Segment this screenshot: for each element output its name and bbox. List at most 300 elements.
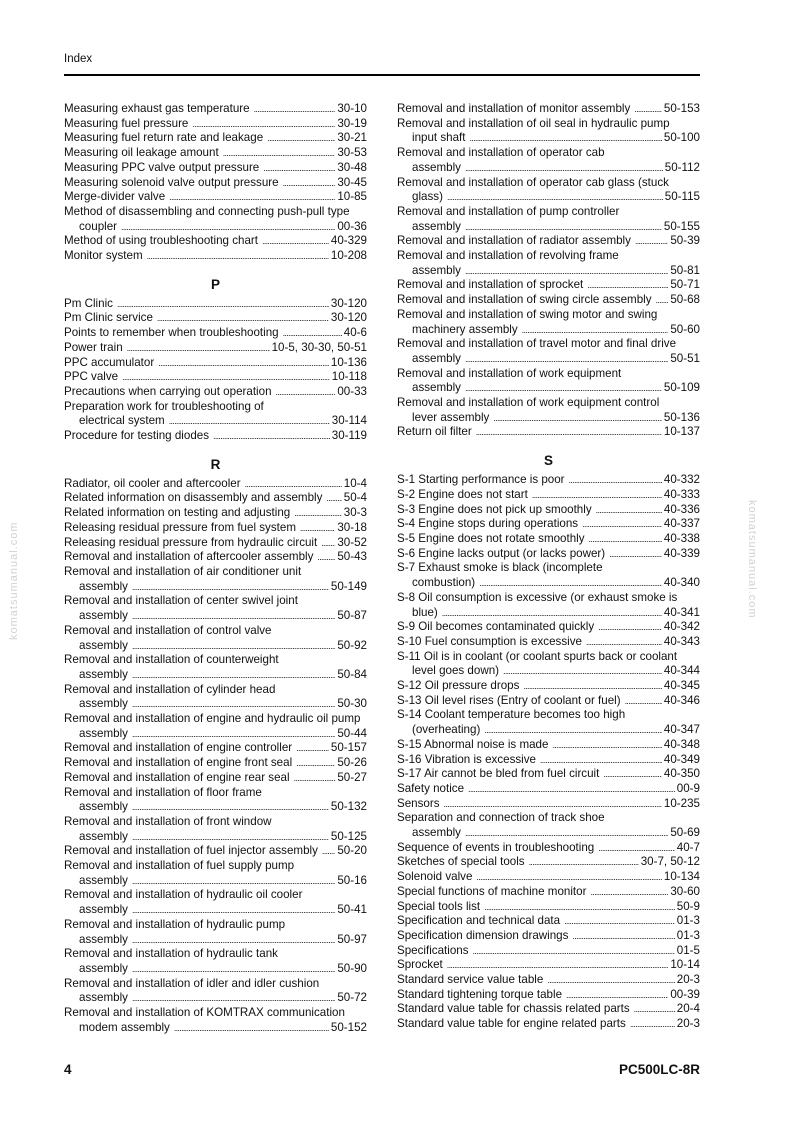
entry-title: S-5 Engine does not rotate smoothly bbox=[397, 531, 585, 545]
entry-title: Power train bbox=[64, 340, 123, 354]
entry-line bbox=[64, 429, 367, 444]
entry-line bbox=[397, 473, 700, 488]
leader-dots bbox=[223, 146, 336, 161]
index-entry bbox=[64, 550, 367, 565]
entry-page-ref: 50-157 bbox=[330, 741, 367, 755]
entry-title: assembly bbox=[79, 800, 128, 814]
entry-page-ref: 50-97 bbox=[337, 932, 367, 946]
entry-title-line: Removal and installation of control valve bbox=[64, 623, 272, 637]
entry-page-ref: 30-21 bbox=[337, 131, 367, 145]
entry-line bbox=[64, 176, 367, 191]
entry-line bbox=[397, 973, 700, 988]
entry-title: assembly bbox=[412, 351, 461, 365]
entry-page-ref: 40-337 bbox=[663, 517, 700, 531]
entry-line bbox=[397, 1017, 700, 1032]
index-entry bbox=[397, 547, 700, 562]
leader-dots bbox=[470, 131, 662, 146]
entry-line bbox=[397, 547, 700, 562]
index-entry bbox=[64, 521, 367, 536]
entry-page-ref: 50-27 bbox=[337, 770, 367, 784]
leader-dots bbox=[121, 220, 335, 235]
entry-title: assembly bbox=[412, 381, 461, 395]
index-entry bbox=[397, 841, 700, 856]
leader-dots bbox=[147, 249, 329, 264]
entry-page-ref: 10-208 bbox=[330, 249, 367, 263]
entry-title: Sprocket bbox=[397, 958, 443, 972]
entry-title-line: Removal and installation of hydraulic tank bbox=[64, 947, 278, 961]
index-entry bbox=[64, 326, 367, 341]
index-entry bbox=[397, 708, 700, 737]
entry-title: Standard service value table bbox=[397, 973, 544, 987]
entry-title: S-4 Engine stops during operations bbox=[397, 517, 579, 531]
entry-page-ref: 40-332 bbox=[663, 473, 700, 487]
index-entry bbox=[397, 293, 700, 308]
index-entry bbox=[64, 429, 367, 444]
entry-page-ref: 20-4 bbox=[676, 1002, 700, 1016]
index-column-right bbox=[397, 102, 700, 1032]
entry-continuation bbox=[64, 962, 367, 977]
entry-title: Removal and installation of aftercooler assembly bbox=[64, 550, 314, 564]
entry-title: Releasing residual pressure from hydraulic circuit bbox=[64, 535, 318, 549]
index-entry bbox=[64, 311, 367, 326]
leader-dots bbox=[169, 190, 335, 205]
entry-page-ref: 30-7, 50-12 bbox=[640, 855, 700, 869]
entry-line bbox=[64, 234, 367, 249]
entry-page-ref: 40-336 bbox=[663, 502, 700, 516]
entry-page-ref: 10-4 bbox=[343, 476, 367, 490]
entry-title: S-17 Air cannot be bled from fuel circuit bbox=[397, 767, 600, 781]
entry-page-ref: 00-39 bbox=[670, 987, 700, 1001]
entry-line bbox=[397, 900, 700, 915]
entry-title: coupler bbox=[79, 219, 118, 233]
entry-page-ref: 10-235 bbox=[663, 796, 700, 810]
entry-title: Removal and installation of engine front seal bbox=[64, 756, 293, 770]
entry-page-ref: 50-30 bbox=[337, 697, 367, 711]
entry-line bbox=[397, 293, 700, 308]
entry-page-ref: 40-7 bbox=[676, 840, 700, 854]
entry-continuation bbox=[64, 727, 367, 742]
entry-page-ref: 30-48 bbox=[337, 160, 367, 174]
entry-title: Return oil filter bbox=[397, 425, 472, 439]
entry-title: combustion) bbox=[412, 576, 476, 590]
entry-title-line: Removal and installation of cylinder head bbox=[64, 682, 276, 696]
entry-title: input shaft bbox=[412, 131, 466, 145]
entry-page-ref: 01-3 bbox=[676, 928, 700, 942]
entry-line bbox=[64, 491, 367, 506]
entry-title-line: Preparation work for troubleshooting of bbox=[64, 399, 264, 413]
index-entry bbox=[397, 885, 700, 900]
index-entry bbox=[64, 249, 367, 264]
entry-line bbox=[397, 885, 700, 900]
entry-continuation bbox=[64, 903, 367, 918]
leader-dots bbox=[174, 1021, 329, 1036]
entry-continuation bbox=[397, 411, 700, 426]
entry-title: S-13 Oil level rises (Entry of coolant or fuel) bbox=[397, 693, 621, 707]
index-entry bbox=[64, 234, 367, 249]
entry-page-ref: 20-3 bbox=[676, 1017, 700, 1031]
model-number: PC500LC-8R bbox=[618, 1062, 700, 1077]
leader-dots bbox=[586, 635, 662, 650]
index-entry bbox=[64, 102, 367, 117]
entry-title: Measuring fuel return rate and leakage bbox=[64, 131, 264, 145]
entry-continuation bbox=[64, 220, 367, 235]
leader-dots bbox=[609, 547, 662, 562]
entry-title-line: Removal and installation of revolving frame bbox=[397, 249, 619, 263]
leader-dots bbox=[522, 323, 669, 338]
entry-page-ref: 50-41 bbox=[337, 903, 367, 917]
entry-page-ref: 50-155 bbox=[663, 219, 700, 233]
entry-title: PPC valve bbox=[64, 370, 119, 384]
entry-title: lever assembly bbox=[412, 410, 490, 424]
entry-title-line: Removal and installation of air conditioner unit bbox=[64, 564, 302, 578]
entry-title: Sequence of events in troubleshooting bbox=[397, 840, 595, 854]
index-entry bbox=[397, 205, 700, 234]
entry-page-ref: 50-69 bbox=[670, 826, 700, 840]
entry-page-ref: 00-36 bbox=[337, 219, 367, 233]
entry-title: assembly bbox=[79, 667, 128, 681]
entry-line bbox=[397, 870, 700, 885]
leader-dots bbox=[296, 741, 329, 756]
leader-dots bbox=[572, 929, 674, 944]
index-entry bbox=[397, 855, 700, 870]
entry-title: Monitor system bbox=[64, 249, 143, 263]
entry-continuation bbox=[397, 381, 700, 396]
leader-dots bbox=[132, 933, 335, 948]
entry-title: Pm Clinic service bbox=[64, 311, 153, 325]
entry-page-ref: 40-349 bbox=[663, 752, 700, 766]
index-entry bbox=[397, 738, 700, 753]
entry-line bbox=[397, 278, 700, 293]
entry-page-ref: 00-33 bbox=[337, 384, 367, 398]
section-heading: S bbox=[543, 453, 553, 469]
entry-line bbox=[64, 161, 367, 176]
entry-title-line: Removal and installation of swing motor and swing bbox=[397, 307, 658, 321]
leader-dots bbox=[294, 506, 342, 521]
entry-line bbox=[397, 503, 700, 518]
leader-dots bbox=[476, 870, 661, 885]
entry-title: S-10 Fuel consumption is excessive bbox=[397, 634, 582, 648]
leader-dots bbox=[540, 753, 662, 768]
entry-continuation bbox=[397, 664, 700, 679]
leader-dots bbox=[656, 293, 669, 308]
entry-page-ref: 40-350 bbox=[663, 767, 700, 781]
entry-title-line: Removal and installation of counterweight bbox=[64, 653, 279, 667]
watermark-right: komatsumanual.com bbox=[746, 500, 758, 619]
entry-page-ref: 50-44 bbox=[337, 726, 367, 740]
entry-title: S-9 Oil becomes contaminated quickly bbox=[397, 620, 595, 634]
entry-continuation bbox=[64, 697, 367, 712]
entry-title: Releasing residual pressure from fuel system bbox=[64, 520, 296, 534]
leader-dots bbox=[122, 370, 330, 385]
entry-title: PPC accumulator bbox=[64, 355, 155, 369]
entry-page-ref: 50-153 bbox=[663, 102, 700, 115]
leader-dots bbox=[625, 694, 662, 709]
leader-dots bbox=[245, 477, 342, 492]
leader-dots bbox=[547, 973, 674, 988]
entry-line bbox=[397, 517, 700, 532]
entry-title: assembly bbox=[79, 579, 128, 593]
entry-title: S-12 Oil pressure drops bbox=[397, 679, 520, 693]
entry-title: assembly bbox=[412, 826, 461, 840]
leader-dots bbox=[300, 521, 335, 536]
index-entry bbox=[397, 176, 700, 205]
entry-line bbox=[397, 958, 700, 973]
leader-dots bbox=[192, 117, 335, 132]
index-entry bbox=[397, 694, 700, 709]
entry-title: S-15 Abnormal noise is made bbox=[397, 737, 549, 751]
leader-dots bbox=[603, 767, 662, 782]
entry-title: Measuring fuel pressure bbox=[64, 116, 189, 130]
entry-page-ref: 30-53 bbox=[337, 146, 367, 160]
leader-dots bbox=[587, 278, 668, 293]
entry-page-ref: 30-119 bbox=[331, 429, 367, 443]
index-entry bbox=[397, 958, 700, 973]
entry-line bbox=[64, 341, 367, 356]
entry-page-ref: 50-71 bbox=[670, 278, 700, 292]
index-entry bbox=[64, 161, 367, 176]
entry-page-ref: 30-18 bbox=[337, 520, 367, 534]
index-entry bbox=[64, 624, 367, 653]
entry-title: assembly bbox=[79, 873, 128, 887]
index-entry bbox=[397, 650, 700, 679]
entry-page-ref: 30-120 bbox=[330, 311, 367, 325]
entry-title: S-2 Engine does not start bbox=[397, 487, 528, 501]
entry-page-ref: 50-60 bbox=[670, 322, 700, 336]
index-entry bbox=[397, 561, 700, 590]
entry-title-line: Removal and installation of KOMTRAX communication bbox=[64, 1006, 345, 1020]
entry-page-ref: 40-347 bbox=[663, 723, 700, 737]
leader-dots bbox=[465, 352, 668, 367]
header-rule bbox=[64, 74, 700, 76]
entry-continuation bbox=[64, 800, 367, 815]
index-entry bbox=[397, 914, 700, 929]
entry-continuation bbox=[64, 874, 367, 889]
entry-page-ref: 50-20 bbox=[337, 844, 367, 858]
entry-page-ref: 10-134 bbox=[663, 870, 700, 884]
index-entry bbox=[64, 131, 367, 146]
leader-dots bbox=[529, 855, 639, 870]
index-entry bbox=[397, 679, 700, 694]
leader-dots bbox=[473, 944, 675, 959]
entry-continuation bbox=[64, 580, 367, 595]
entry-title: assembly bbox=[79, 829, 128, 843]
leader-dots bbox=[465, 826, 668, 841]
index-entry bbox=[397, 488, 700, 503]
entry-title-line: Removal and installation of pump controller bbox=[397, 204, 620, 218]
entry-title: electrical system bbox=[79, 414, 165, 428]
leader-dots bbox=[523, 679, 661, 694]
entry-title: Removal and installation of radiator assembly bbox=[397, 234, 631, 248]
leader-dots bbox=[634, 102, 662, 117]
leader-dots bbox=[598, 841, 675, 856]
index-entry bbox=[64, 536, 367, 551]
entry-page-ref: 50-81 bbox=[670, 263, 700, 277]
entry-title: level goes down) bbox=[412, 664, 500, 678]
entry-title: assembly bbox=[412, 219, 461, 233]
leader-dots bbox=[132, 903, 335, 918]
index-entry bbox=[397, 425, 700, 440]
entry-title: Removal and installation of monitor assembly bbox=[397, 102, 631, 115]
leader-dots bbox=[254, 102, 336, 117]
entry-continuation bbox=[64, 933, 367, 948]
index-entry bbox=[397, 929, 700, 944]
leader-dots bbox=[267, 131, 335, 146]
entry-title: Removal and installation of sprocket bbox=[397, 278, 584, 292]
leader-dots bbox=[321, 536, 335, 551]
index-entry bbox=[397, 782, 700, 797]
entry-line bbox=[397, 738, 700, 753]
entry-title: Measuring oil leakage amount bbox=[64, 146, 219, 160]
index-entry bbox=[397, 811, 700, 840]
index-entry bbox=[64, 815, 367, 844]
index-entry bbox=[397, 234, 700, 249]
leader-dots bbox=[296, 756, 335, 771]
entry-line bbox=[64, 249, 367, 264]
entry-title-line: Removal and installation of work equipment bbox=[397, 366, 622, 380]
index-entry bbox=[64, 756, 367, 771]
index-entry bbox=[397, 308, 700, 337]
index-entry bbox=[397, 249, 700, 278]
entry-line bbox=[397, 841, 700, 856]
leader-dots bbox=[532, 488, 662, 503]
entry-page-ref: 50-112 bbox=[664, 160, 700, 174]
leader-dots bbox=[283, 326, 342, 341]
entry-title-line: S-11 Oil is in coolant (or coolant spurts back or coolant bbox=[397, 649, 678, 663]
entry-title-line: Removal and installation of hydraulic pump bbox=[64, 917, 286, 931]
entry-line bbox=[397, 620, 700, 635]
entry-title-line: Removal and installation of travel motor and final drive bbox=[397, 337, 677, 351]
leader-dots bbox=[465, 381, 662, 396]
entry-title: Pm Clinic bbox=[64, 296, 113, 310]
index-entry bbox=[397, 797, 700, 812]
index-entry bbox=[397, 146, 700, 175]
entry-continuation bbox=[397, 131, 700, 146]
index-entry bbox=[64, 477, 367, 492]
entry-title: S-1 Starting performance is poor bbox=[397, 473, 565, 487]
entry-title: assembly bbox=[79, 991, 128, 1005]
entry-page-ref: 50-72 bbox=[337, 991, 367, 1005]
entry-page-ref: 40-346 bbox=[663, 693, 700, 707]
entry-page-ref: 50-92 bbox=[337, 638, 367, 652]
entry-line bbox=[64, 550, 367, 565]
index-entry bbox=[64, 712, 367, 741]
entry-title-line: Removal and installation of engine and hydraulic oil pump bbox=[64, 712, 361, 726]
entry-page-ref: 40-342 bbox=[663, 620, 700, 634]
leader-dots bbox=[326, 491, 341, 506]
entry-page-ref: 50-149 bbox=[330, 579, 367, 593]
index-entry bbox=[64, 341, 367, 356]
entry-title: Standard value table for engine related parts bbox=[397, 1017, 626, 1031]
leader-dots bbox=[213, 429, 330, 444]
index-entry bbox=[397, 620, 700, 635]
entry-line bbox=[397, 988, 700, 1003]
index-entry bbox=[64, 205, 367, 234]
entry-page-ref: 50-90 bbox=[337, 961, 367, 975]
entry-line bbox=[64, 536, 367, 551]
entry-title: S-16 Vibration is excessive bbox=[397, 752, 536, 766]
entry-line bbox=[64, 146, 367, 161]
leader-dots bbox=[444, 797, 662, 812]
entry-title: assembly bbox=[79, 726, 128, 740]
index-entry bbox=[64, 1006, 367, 1035]
entry-title-line: S-14 Coolant temperature becomes too high bbox=[397, 708, 626, 722]
leader-dots bbox=[465, 264, 668, 279]
entry-title: machinery assembly bbox=[412, 322, 518, 336]
leader-dots bbox=[317, 550, 335, 565]
leader-dots bbox=[132, 962, 335, 977]
entry-title: Procedure for testing diodes bbox=[64, 429, 210, 443]
leader-dots bbox=[476, 425, 662, 440]
index-entry bbox=[397, 753, 700, 768]
index-entry bbox=[64, 491, 367, 506]
index-entry bbox=[64, 977, 367, 1006]
entry-continuation bbox=[397, 723, 700, 738]
entry-page-ref: 50-43 bbox=[337, 550, 367, 564]
index-entry bbox=[64, 786, 367, 815]
index-entry bbox=[64, 888, 367, 917]
entry-page-ref: 30-45 bbox=[337, 175, 367, 189]
entry-page-ref: 50-100 bbox=[663, 131, 700, 145]
leader-dots bbox=[117, 297, 329, 312]
index-entry bbox=[397, 900, 700, 915]
entry-title: assembly bbox=[79, 961, 128, 975]
entry-line bbox=[397, 753, 700, 768]
entry-page-ref: 40-344 bbox=[663, 664, 700, 678]
entry-line bbox=[397, 532, 700, 547]
index-entry bbox=[397, 1002, 700, 1017]
entry-line bbox=[64, 385, 367, 400]
entry-page-ref: 00-9 bbox=[676, 781, 700, 795]
entry-title: assembly bbox=[412, 263, 461, 277]
index-entry bbox=[397, 396, 700, 425]
entry-continuation bbox=[397, 826, 700, 841]
leader-dots bbox=[596, 503, 662, 518]
entry-continuation bbox=[64, 609, 367, 624]
leader-dots bbox=[132, 727, 335, 742]
index-entry bbox=[64, 506, 367, 521]
leader-dots bbox=[447, 958, 669, 973]
entry-continuation bbox=[64, 1021, 367, 1036]
entry-title: Merge-divider valve bbox=[64, 190, 166, 204]
entry-continuation bbox=[397, 190, 700, 205]
entry-title: assembly bbox=[79, 697, 128, 711]
leader-dots bbox=[630, 1017, 675, 1032]
entry-title: Measuring PPC valve output pressure bbox=[64, 160, 260, 174]
leader-dots bbox=[132, 874, 335, 889]
entry-line bbox=[64, 311, 367, 326]
index-entry bbox=[64, 565, 367, 594]
leader-dots bbox=[132, 580, 329, 595]
index-entry bbox=[397, 278, 700, 293]
index-column-left bbox=[64, 102, 367, 1035]
entry-title: Specifications bbox=[397, 943, 469, 957]
entry-continuation bbox=[397, 352, 700, 367]
entry-line bbox=[64, 771, 367, 786]
section-heading: P bbox=[210, 276, 220, 292]
entry-title-line: Removal and installation of oil seal in hydraulic pump bbox=[397, 116, 670, 130]
entry-page-ref: 50-109 bbox=[663, 381, 700, 395]
entry-title: assembly bbox=[79, 638, 128, 652]
entry-page-ref: 30-3 bbox=[343, 506, 367, 520]
entry-page-ref: 40-341 bbox=[663, 605, 700, 619]
leader-dots bbox=[283, 176, 336, 191]
entry-title-line: Removal and installation of idler and idler cushion bbox=[64, 976, 320, 990]
leader-dots bbox=[493, 411, 662, 426]
entry-title: Related information on disassembly and assembly bbox=[64, 491, 323, 505]
leader-dots bbox=[322, 844, 335, 859]
index-entry bbox=[64, 594, 367, 623]
entry-page-ref: 30-60 bbox=[670, 884, 700, 898]
